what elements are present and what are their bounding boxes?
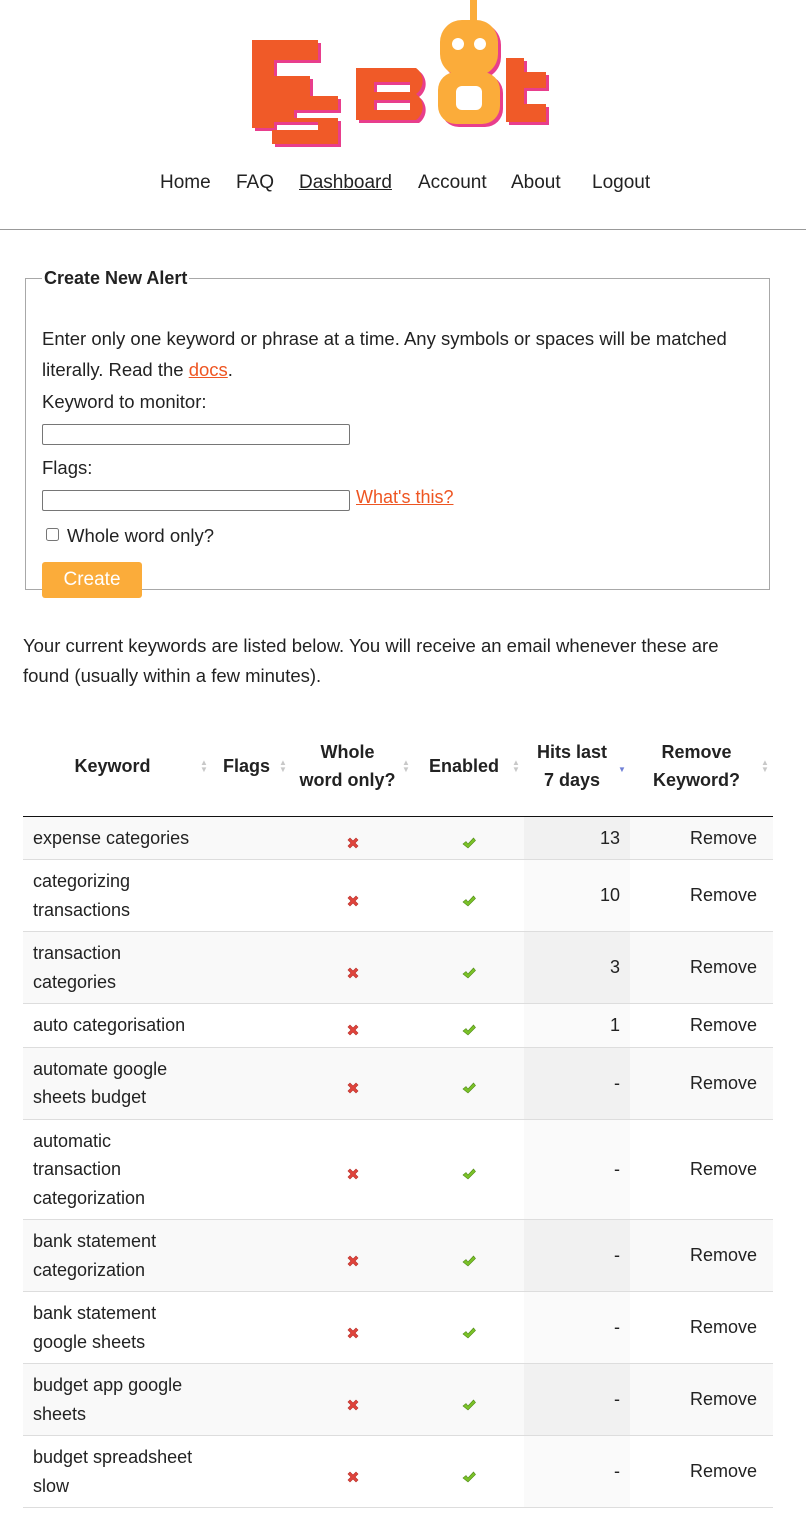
nav-logout[interactable]: Logout: [592, 172, 651, 193]
nav-dashboard[interactable]: Dashboard: [299, 172, 392, 193]
col-flags[interactable]: [212, 717, 291, 816]
create-alert-instructions: [42, 323, 757, 385]
hits-cell: 13: [524, 816, 630, 860]
keywords-table-body: [23, 816, 773, 1508]
nav-home[interactable]: Home: [160, 172, 211, 193]
check-icon: [461, 1249, 477, 1265]
keyword-input[interactable]: [42, 424, 350, 445]
col-whole-word-label: Whole word only?: [299, 741, 396, 791]
hits-cell: -: [524, 1364, 630, 1436]
hits-cell: 1: [524, 1004, 630, 1048]
keyword-cell: expense categories: [23, 816, 212, 860]
sort-icon: ▲ ▼: [761, 758, 769, 775]
remove-button[interactable]: Remove: [630, 1004, 773, 1048]
keyword-cell: bank statement google sheets: [23, 1292, 212, 1364]
keyword-cell: auto categorisation: [23, 1004, 212, 1048]
check-icon: [461, 1162, 477, 1178]
remove-button[interactable]: Remove: [630, 1220, 773, 1292]
sort-icon: ▲ ▼: [512, 758, 520, 775]
flags-label: Flags:: [42, 457, 93, 478]
col-whole-word[interactable]: [291, 717, 414, 816]
keywords-table: [23, 717, 773, 1508]
flags-cell: [212, 816, 291, 860]
whole-word-cell: [291, 1004, 414, 1048]
flags-cell: [212, 1292, 291, 1364]
enabled-cell: [414, 1220, 524, 1292]
table-row: [23, 1436, 773, 1508]
cross-icon: [345, 1018, 361, 1034]
flags-cell: [212, 1220, 291, 1292]
keyword-label: Keyword to monitor:: [42, 391, 207, 412]
flags-cell: [212, 1047, 291, 1119]
table-row: [23, 1047, 773, 1119]
table-row: [23, 1220, 773, 1292]
flags-cell: [212, 1119, 291, 1220]
col-enabled-label: Enabled: [428, 756, 499, 776]
flags-cell: [212, 1004, 291, 1048]
whats-this-link[interactable]: What's this?: [356, 487, 454, 507]
create-button[interactable]: Create: [42, 562, 142, 598]
check-icon: [461, 1018, 477, 1034]
hits-cell: -: [524, 1292, 630, 1364]
instructions-text: Enter only one keyword or phrase at a time. Any symbols or spaces will be matched literally. Read the: [42, 328, 727, 380]
table-header-row: [23, 717, 773, 816]
flags-input[interactable]: [42, 490, 350, 511]
col-keyword-label: Keyword: [74, 756, 151, 776]
enabled-cell: [414, 932, 524, 1004]
check-icon: [461, 1076, 477, 1092]
check-icon: [461, 831, 477, 847]
check-icon: [461, 1393, 477, 1409]
remove-button[interactable]: Remove: [630, 1364, 773, 1436]
flags-cell: [212, 932, 291, 1004]
cross-icon: [345, 1162, 361, 1178]
enabled-cell: [414, 1292, 524, 1364]
nav-faq[interactable]: FAQ: [236, 172, 275, 193]
col-keyword[interactable]: [23, 717, 212, 816]
whole-word-cell: [291, 932, 414, 1004]
remove-button[interactable]: Remove: [630, 860, 773, 932]
table-row: [23, 860, 773, 932]
keyword-cell: categorizing transactions: [23, 860, 212, 932]
sort-icon: ▲ ▼: [279, 758, 287, 775]
whole-word-cell: [291, 1119, 414, 1220]
keyword-cell: budget spreadsheet slow: [23, 1436, 212, 1508]
nav-account[interactable]: Account: [418, 172, 487, 193]
keywords-intro: Your current keywords are listed below. You will receive an email whenever these are found (usually within a few minutes).: [23, 635, 719, 686]
whole-word-cell: [291, 1220, 414, 1292]
whole-word-cell: [291, 816, 414, 860]
hits-cell: -: [524, 1119, 630, 1220]
remove-button[interactable]: Remove: [630, 1436, 773, 1508]
enabled-cell: [414, 860, 524, 932]
flags-cell: [212, 1364, 291, 1436]
cross-icon: [345, 1465, 361, 1481]
create-alert-form: [25, 268, 770, 590]
remove-button[interactable]: Remove: [630, 816, 773, 860]
create-alert-legend: Create New Alert: [44, 268, 188, 288]
col-flags-label: Flags: [222, 756, 270, 776]
cross-icon: [345, 1076, 361, 1092]
enabled-cell: [414, 1004, 524, 1048]
table-row: [23, 932, 773, 1004]
whole-word-cell: [291, 1364, 414, 1436]
enabled-cell: [414, 1364, 524, 1436]
check-icon: [461, 1465, 477, 1481]
enabled-cell: [414, 816, 524, 860]
keyword-cell: automatic transaction categorization: [23, 1119, 212, 1220]
col-enabled[interactable]: [414, 717, 524, 816]
check-icon: [461, 1321, 477, 1337]
whole-word-label: Whole word only?: [67, 525, 215, 546]
col-remove-label: Remove Keyword?: [652, 741, 740, 791]
whole-word-cell: [291, 1047, 414, 1119]
keyword-cell: transaction categories: [23, 932, 212, 1004]
hits-cell: -: [524, 1436, 630, 1508]
hits-cell: 3: [524, 932, 630, 1004]
keyword-cell: automate google sheets budget: [23, 1047, 212, 1119]
enabled-cell: [414, 1047, 524, 1119]
cross-icon: [345, 1393, 361, 1409]
enabled-cell: [414, 1119, 524, 1220]
check-icon: [461, 961, 477, 977]
whole-word-cell: [291, 1436, 414, 1508]
docs-link[interactable]: docs: [188, 359, 228, 380]
keyword-cell: budget app google sheets: [23, 1364, 212, 1436]
remove-button[interactable]: Remove: [630, 1119, 773, 1220]
main-nav: [0, 170, 806, 198]
whole-word-cell: [291, 1292, 414, 1364]
table-row: [23, 1119, 773, 1220]
cross-icon: [345, 961, 361, 977]
col-hits-label: Hits last 7 days: [536, 741, 608, 791]
hits-cell: 10: [524, 860, 630, 932]
table-row: [23, 1292, 773, 1364]
check-icon: [461, 889, 477, 905]
remove-button[interactable]: Remove: [630, 1047, 773, 1119]
cross-icon: [345, 1249, 361, 1265]
col-remove[interactable]: [630, 717, 773, 816]
whole-word-option[interactable]: [46, 525, 214, 547]
keyword-cell: bank statement categorization: [23, 1220, 212, 1292]
remove-button[interactable]: Remove: [630, 1292, 773, 1364]
table-row: [23, 1004, 773, 1048]
sort-icon: ▲ ▼: [402, 758, 410, 775]
cross-icon: [345, 889, 361, 905]
col-hits[interactable]: [524, 717, 630, 816]
table-row: [23, 1364, 773, 1436]
sort-icon: ▲ ▼: [200, 758, 208, 775]
nav-about[interactable]: About: [511, 172, 561, 193]
table-row: [23, 816, 773, 860]
instructions-suffix: .: [227, 359, 233, 380]
whole-word-checkbox[interactable]: [46, 528, 59, 541]
hits-cell: -: [524, 1220, 630, 1292]
remove-button[interactable]: Remove: [630, 932, 773, 1004]
cross-icon: [345, 831, 361, 847]
fsbot-logo[interactable]: [244, 0, 554, 152]
hits-cell: -: [524, 1047, 630, 1119]
sort-desc-icon: ▼: [618, 765, 626, 775]
flags-cell: [212, 1436, 291, 1508]
flags-cell: [212, 860, 291, 932]
enabled-cell: [414, 1436, 524, 1508]
cross-icon: [345, 1321, 361, 1337]
site-header: [0, 0, 806, 230]
whole-word-cell: [291, 860, 414, 932]
